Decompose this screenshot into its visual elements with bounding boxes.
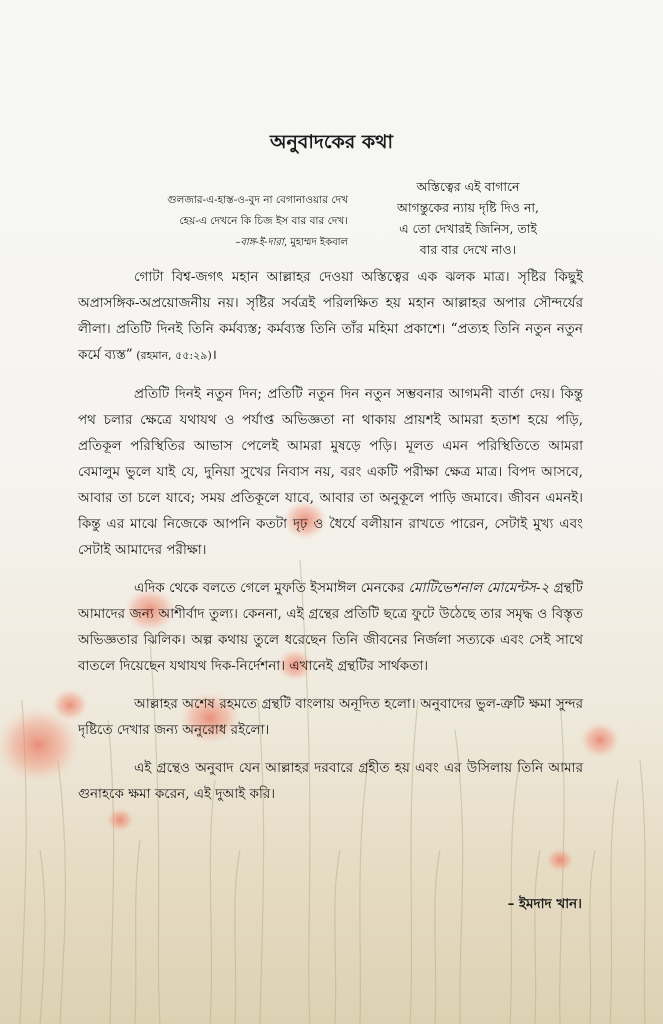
book-title: মোটিভেশনাল মোমেন্টস-২ <box>408 580 550 596</box>
bangla-verse-line-4: বার বার দেখে নাও। <box>419 242 517 257</box>
urdu-verse <box>80 190 348 253</box>
attribution-dash: – <box>235 237 241 248</box>
attribution-author: , মুহাম্মদ ইকবাল <box>283 237 348 248</box>
paragraph-1-end: । <box>211 347 217 363</box>
paragraph-4: আল্লাহর অশেষ রহমতে গ্রন্থটি বাংলায় অনূদিত হলো। অনুবাদের ভুল-ত্রুটি ক্ষমা সুন্দর দৃষ্টিতে দেখার জন্য অনুরোধ রইলো। <box>78 696 583 738</box>
paragraph-1-text: গোটা বিশ্ব-জগৎ মহান আল্লাহর দেওয়া অস্তিত্বের এক ঝলক মাত্র। সৃষ্টির কিছুই অপ্রাসঙ্গিক-অপ্রয়োজনীয় নয়। সৃষ্টির সর্বত্রই পরিলক্ষিত হয় মহান আল্লাহর অপার সৌন্দর্যের লীলা। প্রতিটি দিনই তিনি কর্মব্যস্ত; কর্মব্যস্ত তিনি তাঁর মহিমা প্রকাশে। “প্রত্যহ তিনি নতুন নতুন কর্মে ব্যস্ত” <box>78 269 583 363</box>
page-title: অনুবাদকের কথা <box>270 131 393 153</box>
preface-body <box>78 264 583 819</box>
paragraph-1 <box>78 264 583 369</box>
urdu-verse-line-1: গুলজার-এ-হাস্ত-ও-বুদ না বেগানাওয়ার দেখ <box>167 194 348 206</box>
urdu-verse-line-2: হেয়-এ দেখনে কি চিজ ইস বার বার দেখ। <box>179 215 348 227</box>
paragraph-3-post: গ্রন্থটি আমাদের জন্য আশীর্বাদ তুল্য। কেননা, এই গ্রন্থের প্রতিটি ছত্রে ফুটে উঠেছে তার সমৃদ্ধ ও বিস্তৃত অভিজ্ঞতার ঝিলিক। অল্প কথায় তুলে ধরেছেন তিনি জীবনের নির্জলা সত্যকে এবং সেই সাথে বাতলে দিয়েছেন যথাযথ দিক-নির্দেশনা। এখানেই গ্রন্থটির সার্থকতা। <box>78 580 583 674</box>
paragraph-2: প্রতিটি দিনই নতুন দিন; প্রতিটি নতুন দিন নতুন সম্ভবনার আগমনী বার্তা দেয়। কিন্তু পথ চলার ক্ষেত্রে যথাযথ ও পর্যাপ্ত অভিজ্ঞতা না থাকায় প্রায়শই আমরা হতাশ হয়ে পড়ি, প্রতিকূল পরিস্থিতির আভাস পেলেই আমরা মুষড়ে পড়ি। মূলত এমন পরিস্থিতিতে আমরা বেমালুম ভুলে যাই যে, দুনিয়া সুখের নিবাস নয়, বরং একটি পরীক্ষা ক্ষেত্র মাত্র। বিপদ আসবে, আবার তা চলে যাবে; সময় প্রতিকূলে যাবে, আবার তা অনুকূলে পাড়ি জমাবে। জীবন এমনই। কিন্তু এর মাঝে নিজেকে আপনি কতটা দৃঢ় ও ধৈর্যে বলীয়ান রাখতে পারেন, সেটাই মুখ্য এবং সেটাই আমাদের পরীক্ষা। <box>78 386 583 558</box>
verse-attribution <box>80 232 348 253</box>
bangla-verse-line-3: এ তো দেখারই জিনিস, তাই <box>399 221 537 236</box>
bangla-verse <box>368 176 568 260</box>
translator-signature: – ইমদাদ খান। <box>507 896 582 912</box>
bangla-verse-line-2: আগন্তুকের ন্যায় দৃষ্টি দিও না, <box>396 200 540 215</box>
paragraph-5: এই গ্রন্থেও অনুবাদ যেন আল্লাহর দরবারে গ্রহীত হয় এবং এর উসিলায় তিনি আমার গুনাহকে ক্ষমা করেন, এই দুআই করি। <box>78 760 583 802</box>
quran-citation: (রহমান, ৫৫:২৯) <box>132 349 212 362</box>
paragraph-3 <box>78 575 583 679</box>
paragraph-3-pre: এদিক থেকে বলতে গেলে মুফতি ইসমাঈল মেনকের <box>134 580 409 596</box>
attribution-source: বাঙ্গ-ই-দারা <box>240 237 284 248</box>
bangla-verse-line-1: অস্তিত্বের এই বাগানে <box>416 179 520 194</box>
